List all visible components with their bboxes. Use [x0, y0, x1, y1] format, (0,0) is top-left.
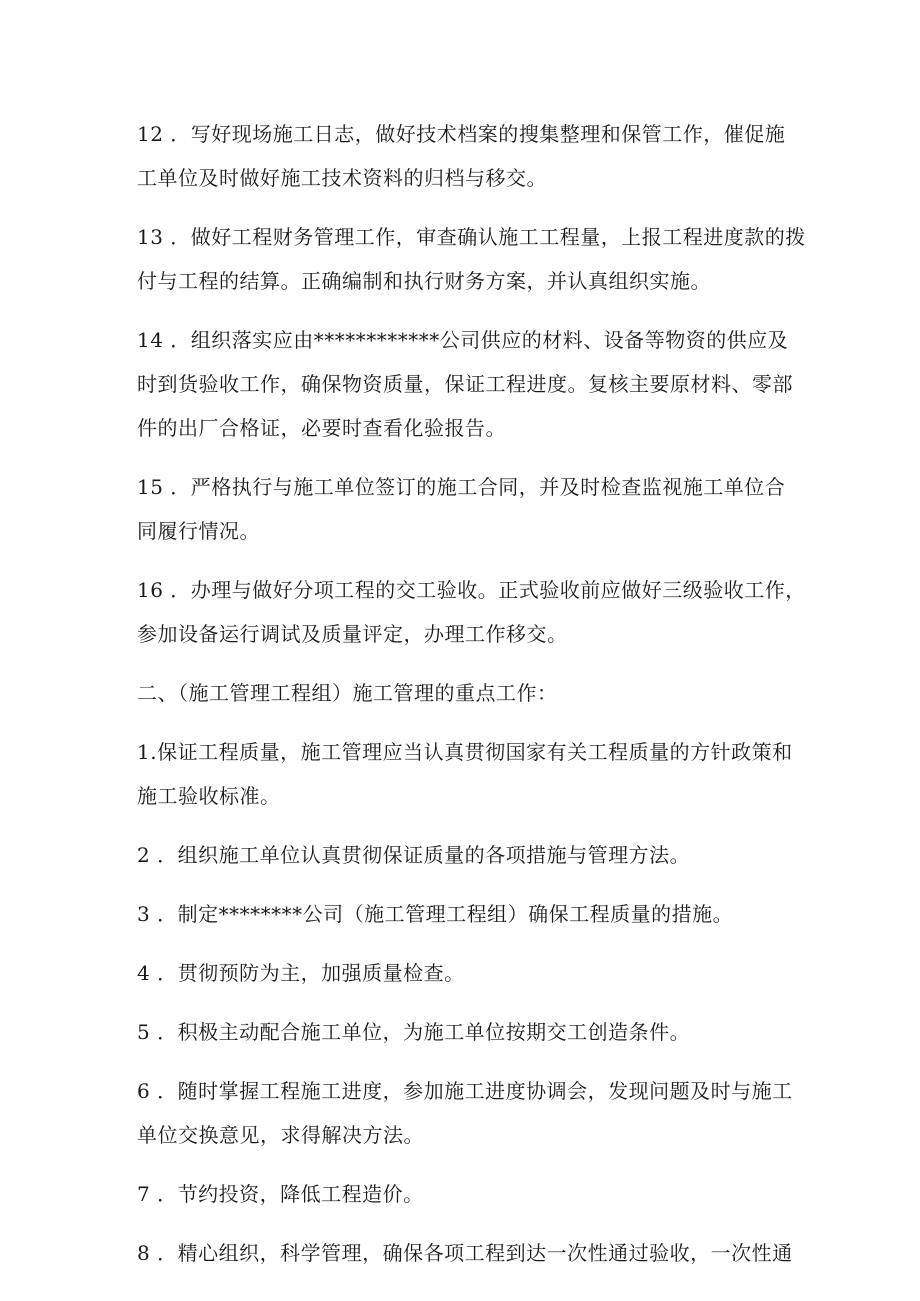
paragraph-13-line-1: 13 ．做好工程财务管理工作，审查确认施工工程量，上报工程进度款的拨 [137, 225, 806, 249]
item-3-line-1: 3 ．制定********公司（施工管理工程组）确保工程质量的措施。 [137, 902, 734, 926]
document-body [137, 112, 806, 1275]
paragraph-13-line-2: 付与工程的结算。正确编制和执行财务方案，并认真组织实施。 [137, 269, 711, 293]
item-7-line-1: 7 ．节约投资，降低工程造价。 [137, 1182, 424, 1206]
paragraph-16-line-2: 参加设备运行调试及质量评定，办理工作移交。 [137, 622, 568, 646]
item-1-line-1: 1.保证工程质量，施工管理应当认真贯彻国家有关工程质量的方针政策和 [137, 740, 793, 764]
item-8-line-1: 8 ．精心组织，科学管理，确保各项工程到达一次性通过验收，一次性通 [137, 1241, 793, 1265]
paragraph-15-line-1: 15 ．严格执行与施工单位签订的施工合同，并及时检查监视施工单位合 [137, 475, 786, 499]
item-4-line-1: 4 ．贯彻预防为主，加强质量检查。 [137, 961, 465, 985]
section-heading: 二、（施工管理工程组）施工管理的重点工作： [137, 681, 558, 705]
paragraph-12-line-1: 12 ．写好现场施工日志，做好技术档案的搜集整理和保管工作，催促施 [137, 122, 786, 146]
item-6-line-2: 单位交换意见，求得解决方法。 [137, 1123, 424, 1147]
item-6-line-1: 6 ．随时掌握工程施工进度，参加施工进度协调会，发现问题及时与施工 [137, 1079, 793, 1103]
paragraph-14-line-1: 14 ．组织落实应由************公司供应的材料、设备等物资的供应及 [137, 328, 789, 352]
item-1-line-2: 施工验收标准。 [137, 784, 281, 808]
paragraph-12-line-2: 工单位及时做好施工技术资料的归档与移交。 [137, 166, 547, 190]
paragraph-16-line-1: 16 ．办理与做好分项工程的交工验收。正式验收前应做好三级验收工作， [137, 578, 806, 602]
paragraph-14-line-2: 时到货验收工作，确保物资质量，保证工程进度。复核主要原材料、零部 [137, 372, 793, 396]
paragraph-15-line-2: 同履行情况。 [137, 519, 260, 543]
item-2-line-1: 2 ．组织施工单位认真贯彻保证质量的各项措施与管理方法。 [137, 843, 691, 867]
item-5-line-1: 5 ．积极主动配合施工单位，为施工单位按期交工创造条件。 [137, 1020, 691, 1044]
paragraph-14-line-3: 件的出厂合格证，必要时查看化验报告。 [137, 416, 506, 440]
